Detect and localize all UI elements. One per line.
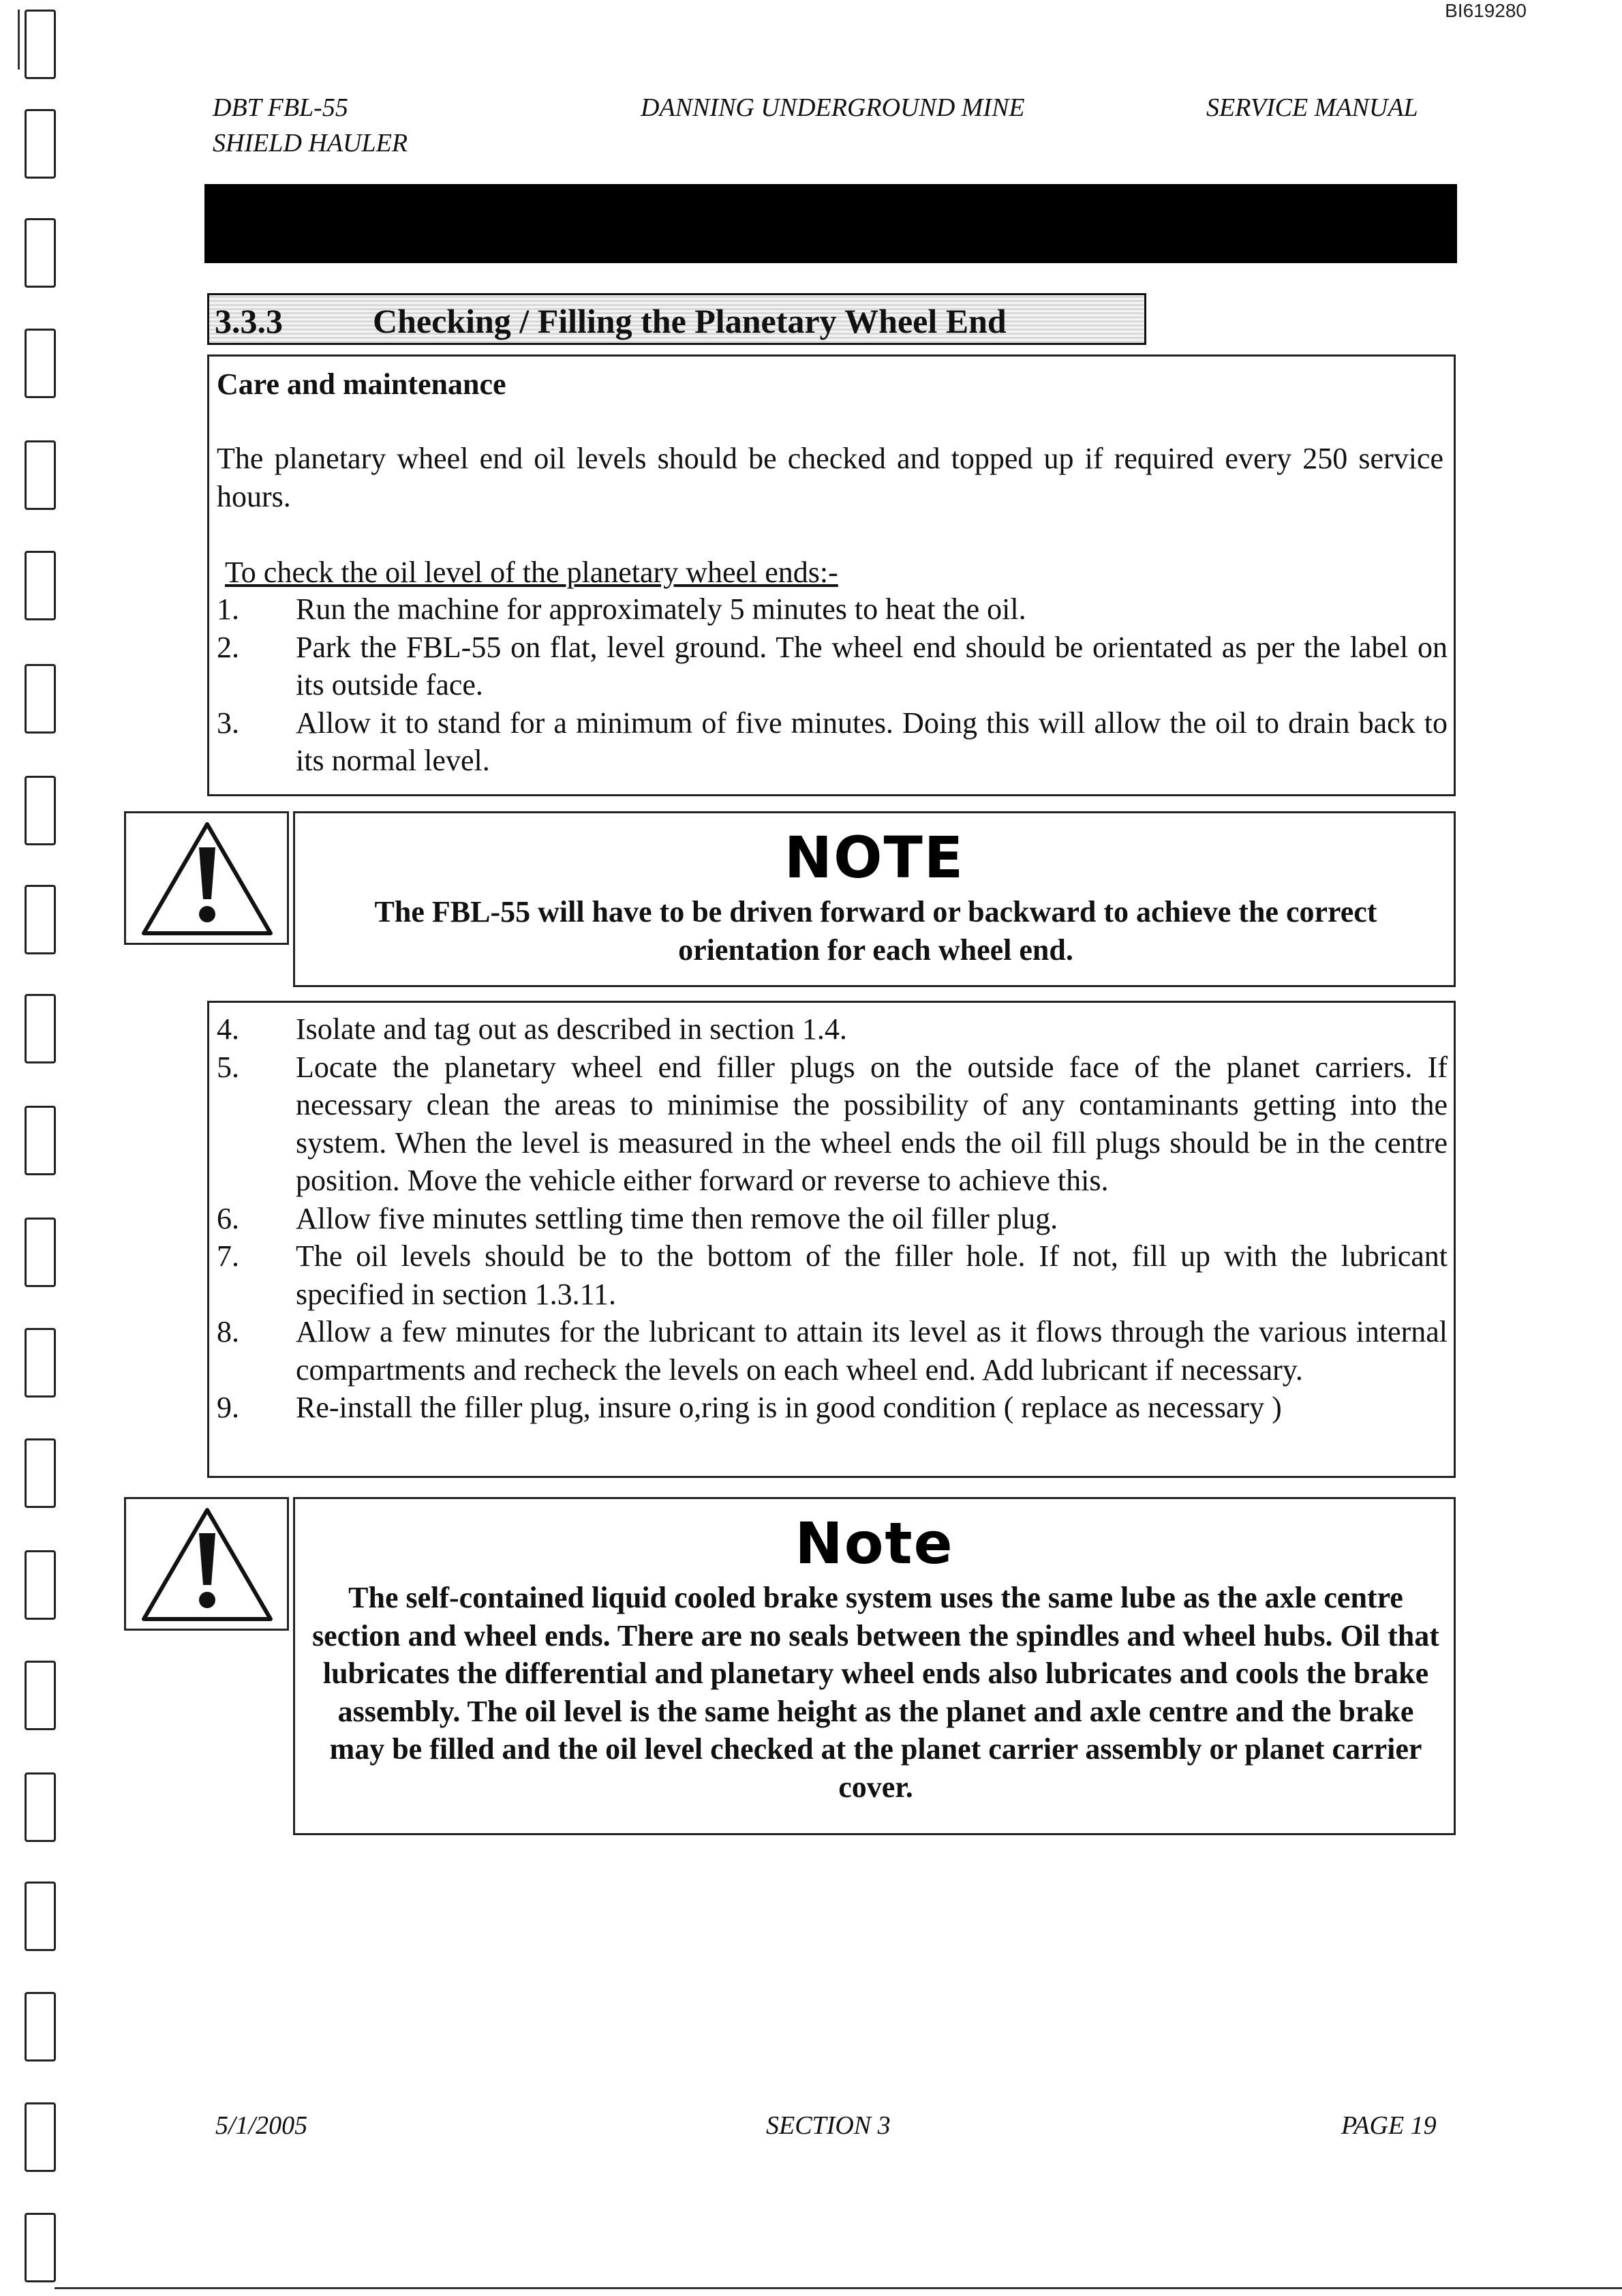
step-text: Park the FBL-55 on flat, level ground. The wheel end should be orientated as per the label on its outside face. [296, 630, 1448, 701]
header-machine: SHIELD HAULER [213, 129, 408, 157]
list-item [217, 704, 1448, 780]
header-left [213, 90, 408, 161]
step-number: 9. [217, 1391, 239, 1424]
warning-triangle-icon [134, 819, 280, 940]
binder-hole-icon [25, 885, 56, 954]
step-number: 8. [217, 1315, 239, 1348]
warning-panel [124, 811, 289, 945]
section-title: Checking / Filling the Planetary Wheel End [373, 302, 1007, 340]
header-site: DANNING UNDERGROUND MINE [641, 93, 1025, 122]
binder-hole-icon [25, 776, 56, 845]
note-title: NOTE [784, 824, 965, 891]
note-body: The self-contained liquid cooled brake system uses the same lube as the axle centre section and wheel ends. There are no seals between the spindles and wheel hubs. Oil that lubricates the differential and planetary wheel ends also lubricates and cools the brake assembly. The oil level is the same height as the planet and axle centre and the brake may be filled and the oil level checked at the planet carrier assembly or planet carrier cover. [312, 1581, 1439, 1804]
binder-hole-icon [25, 1661, 56, 1730]
step-text: Run the machine for approximately 5 minutes to heat the oil. [296, 592, 1026, 626]
list-item [217, 1389, 1448, 1427]
list-item [217, 590, 1448, 629]
binder-hole-icon [25, 1438, 56, 1508]
header-manual: SERVICE MANUAL [1206, 93, 1418, 122]
step-text: Allow five minutes settling time then remove the oil filler plug. [296, 1201, 1058, 1235]
step-text: The oil levels should be to the bottom of the filler hole. If not, fill up with the lubricant specified in section 1.3.11. [296, 1239, 1448, 1311]
binder-hole-icon [25, 551, 56, 620]
list-item [217, 1010, 1448, 1048]
step-text: Re-install the filler plug, insure o,ring is in good condition ( replace as necessary ) [296, 1391, 1282, 1424]
binder-hole-icon [25, 1106, 56, 1175]
binder-hole-icon [25, 2102, 56, 2172]
step-text: Locate the planetary wheel end filler plugs on the outside face of the planet carriers. If necessary clean the areas to minimise the possibility of any contaminants getting into the system. When the level is measured in the wheel ends the oil fill plugs should be in the centre position. Move the vehicle either forward or reverse to achieve this. [296, 1050, 1448, 1197]
care-heading: Care and maintenance [217, 367, 506, 401]
step-number: 7. [217, 1239, 239, 1273]
binder-hole-icon [25, 1882, 56, 1951]
bottom-rule [55, 2287, 1622, 2289]
steps-list-1 [217, 590, 1448, 780]
care-paragraph: The planetary wheel end oil levels should be checked and topped up if required every 250 service hours. [217, 442, 1443, 513]
binder-edge [18, 10, 20, 70]
footer-section: SECTION 3 [766, 2111, 891, 2140]
step-text: Isolate and tag out as described in section 1.4. [296, 1012, 847, 1046]
step-number: 5. [217, 1050, 239, 1084]
note-title: Note [795, 1510, 954, 1577]
section-number: 3.3.3 [215, 302, 283, 340]
section-banner [204, 184, 1457, 263]
binder-hole-icon [25, 664, 56, 734]
binder-hole-icon [25, 1772, 56, 1842]
step-text: Allow a few minutes for the lubricant to attain its level as it flows through the various internal compartments and recheck the levels on each wheel end. Add lubricant if necessary. [296, 1315, 1448, 1387]
list-item [217, 1313, 1448, 1389]
list-item [217, 1237, 1448, 1313]
list-item [217, 1048, 1448, 1200]
binder-hole-icon [25, 440, 56, 510]
binder-hole-icon [25, 1218, 56, 1287]
binder-margin [14, 0, 68, 2296]
step-number: 4. [217, 1012, 239, 1046]
step-number: 3. [217, 706, 239, 740]
document-id: BI619280 [1445, 0, 1527, 21]
warning-panel [124, 1497, 289, 1631]
step-text: Allow it to stand for a minimum of five minutes. Doing this will allow the oil to drain back to its normal level. [296, 706, 1448, 777]
binder-hole-icon [25, 1550, 56, 1620]
binder-hole-icon [25, 10, 56, 79]
note-body: The FBL-55 will have to be driven forward or backward to achieve the correct orientation for each wheel end. [374, 895, 1377, 967]
list-item [217, 629, 1448, 704]
check-heading: To check the oil level of the planetary wheel ends:- [225, 556, 838, 589]
step-number: 6. [217, 1201, 239, 1235]
steps-list-2 [217, 1010, 1448, 1427]
step-number: 2. [217, 630, 239, 664]
list-item [217, 1200, 1448, 1238]
header-model: DBT FBL-55 [213, 93, 348, 122]
binder-hole-icon [25, 2213, 56, 2282]
binder-hole-icon [25, 1328, 56, 1398]
section-heading [207, 293, 1146, 345]
binder-hole-icon [25, 329, 56, 398]
binder-hole-icon [25, 1992, 56, 2061]
binder-hole-icon [25, 994, 56, 1063]
footer-page: PAGE 19 [1341, 2111, 1437, 2140]
warning-triangle-icon [134, 1505, 280, 1626]
step-number: 1. [217, 592, 239, 626]
footer-date: 5/1/2005 [215, 2111, 308, 2140]
binder-hole-icon [25, 109, 56, 179]
binder-hole-icon [25, 218, 56, 288]
